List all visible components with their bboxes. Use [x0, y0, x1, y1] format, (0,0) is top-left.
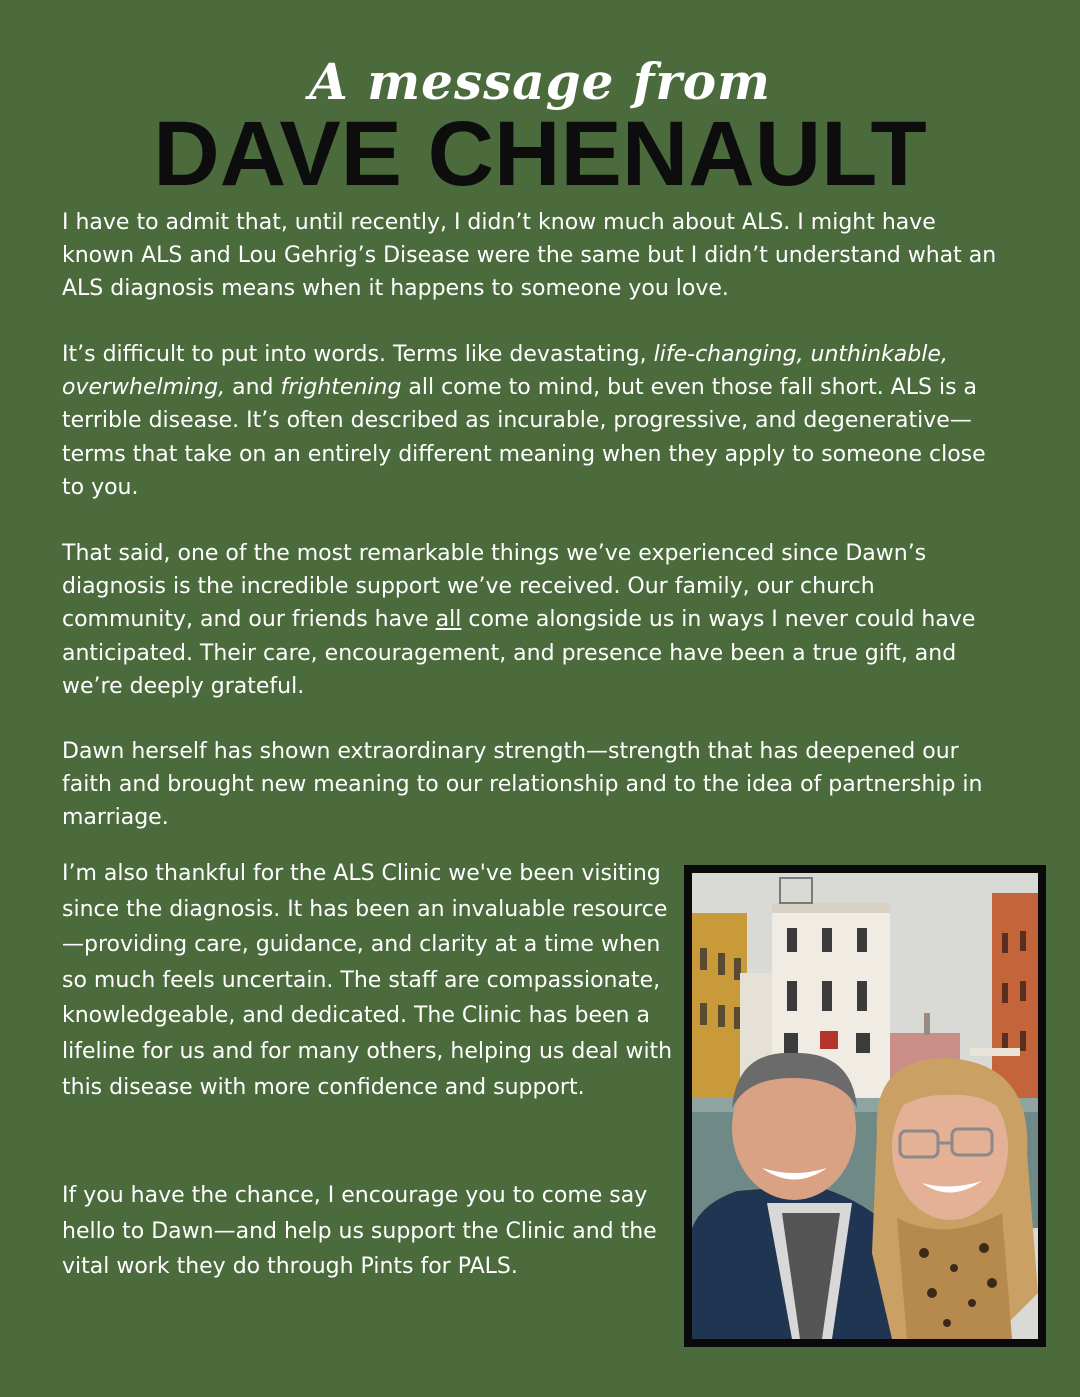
text-run: come alongside us in ways I never could have anticipated. Their care, encouragement, and presence have been a true gift, and we’re deeply grateful.: [62, 607, 976, 699]
text-run: all come to mind, but even those fall short. ALS is a terrible disease. It’s often described as incurable, progressive, and degenerative—terms that take on an entirely different meaning when they apply to someone close to you.: [62, 375, 986, 500]
paragraph-dawn: [62, 735, 1012, 835]
italic-terms: life-changing, unthinkable, overwhelming,: [62, 342, 948, 401]
script-title: A message from: [309, 52, 771, 111]
italic-term: frightening: [280, 375, 402, 401]
paragraph-text: I have to admit that, until recently, I didn’t know much about ALS. I might have known ALS and Lou Gehrig’s Disease were the same but I didn’t understand what an ALS diagnosis means when it happens to someone you love.: [62, 210, 997, 302]
paragraph-intro: [62, 206, 1012, 306]
paragraph-call-to-action: [62, 1178, 682, 1285]
paragraph-clinic: [62, 856, 682, 1105]
paragraph-words: [62, 338, 1012, 504]
paragraph-text: I’m also thankful for the ALS Clinic we've been visiting since the diagnosis. It has been an invaluable resource—providing care, guidance, and clarity at a time when so much feels uncertain. The staff are compassionate, knowledgeable, and dedicated. The Clinic has been a lifeline for us and for many others, helping us deal with this disease with more confidence and support.: [62, 861, 673, 1100]
text-run: That said, one of the most remarkable things we’ve experienced since Dawn’s diagnosis is the incredible support we’ve received. Our family, our church community, and our friends have: [62, 541, 927, 633]
paragraph-support: [62, 537, 1012, 703]
couple-photo: [692, 873, 1038, 1339]
photo-frame: [684, 865, 1046, 1347]
paragraph-text: Dawn herself has shown extraordinary strength—strength that has deepened our faith and brought new meaning to our relationship and to the idea of partnership in marriage.: [62, 739, 983, 831]
text-run: and: [225, 375, 281, 401]
page-title: DAVE CHENAULT: [153, 103, 927, 205]
underlined-word: all: [435, 607, 462, 633]
text-run: It’s difficult to put into words. Terms like devastating,: [62, 342, 654, 367]
paragraph-text: If you have the chance, I encourage you to come say hello to Dawn—and help us support the Clinic and the vital work they do through Pints for PALS.: [62, 1183, 657, 1280]
